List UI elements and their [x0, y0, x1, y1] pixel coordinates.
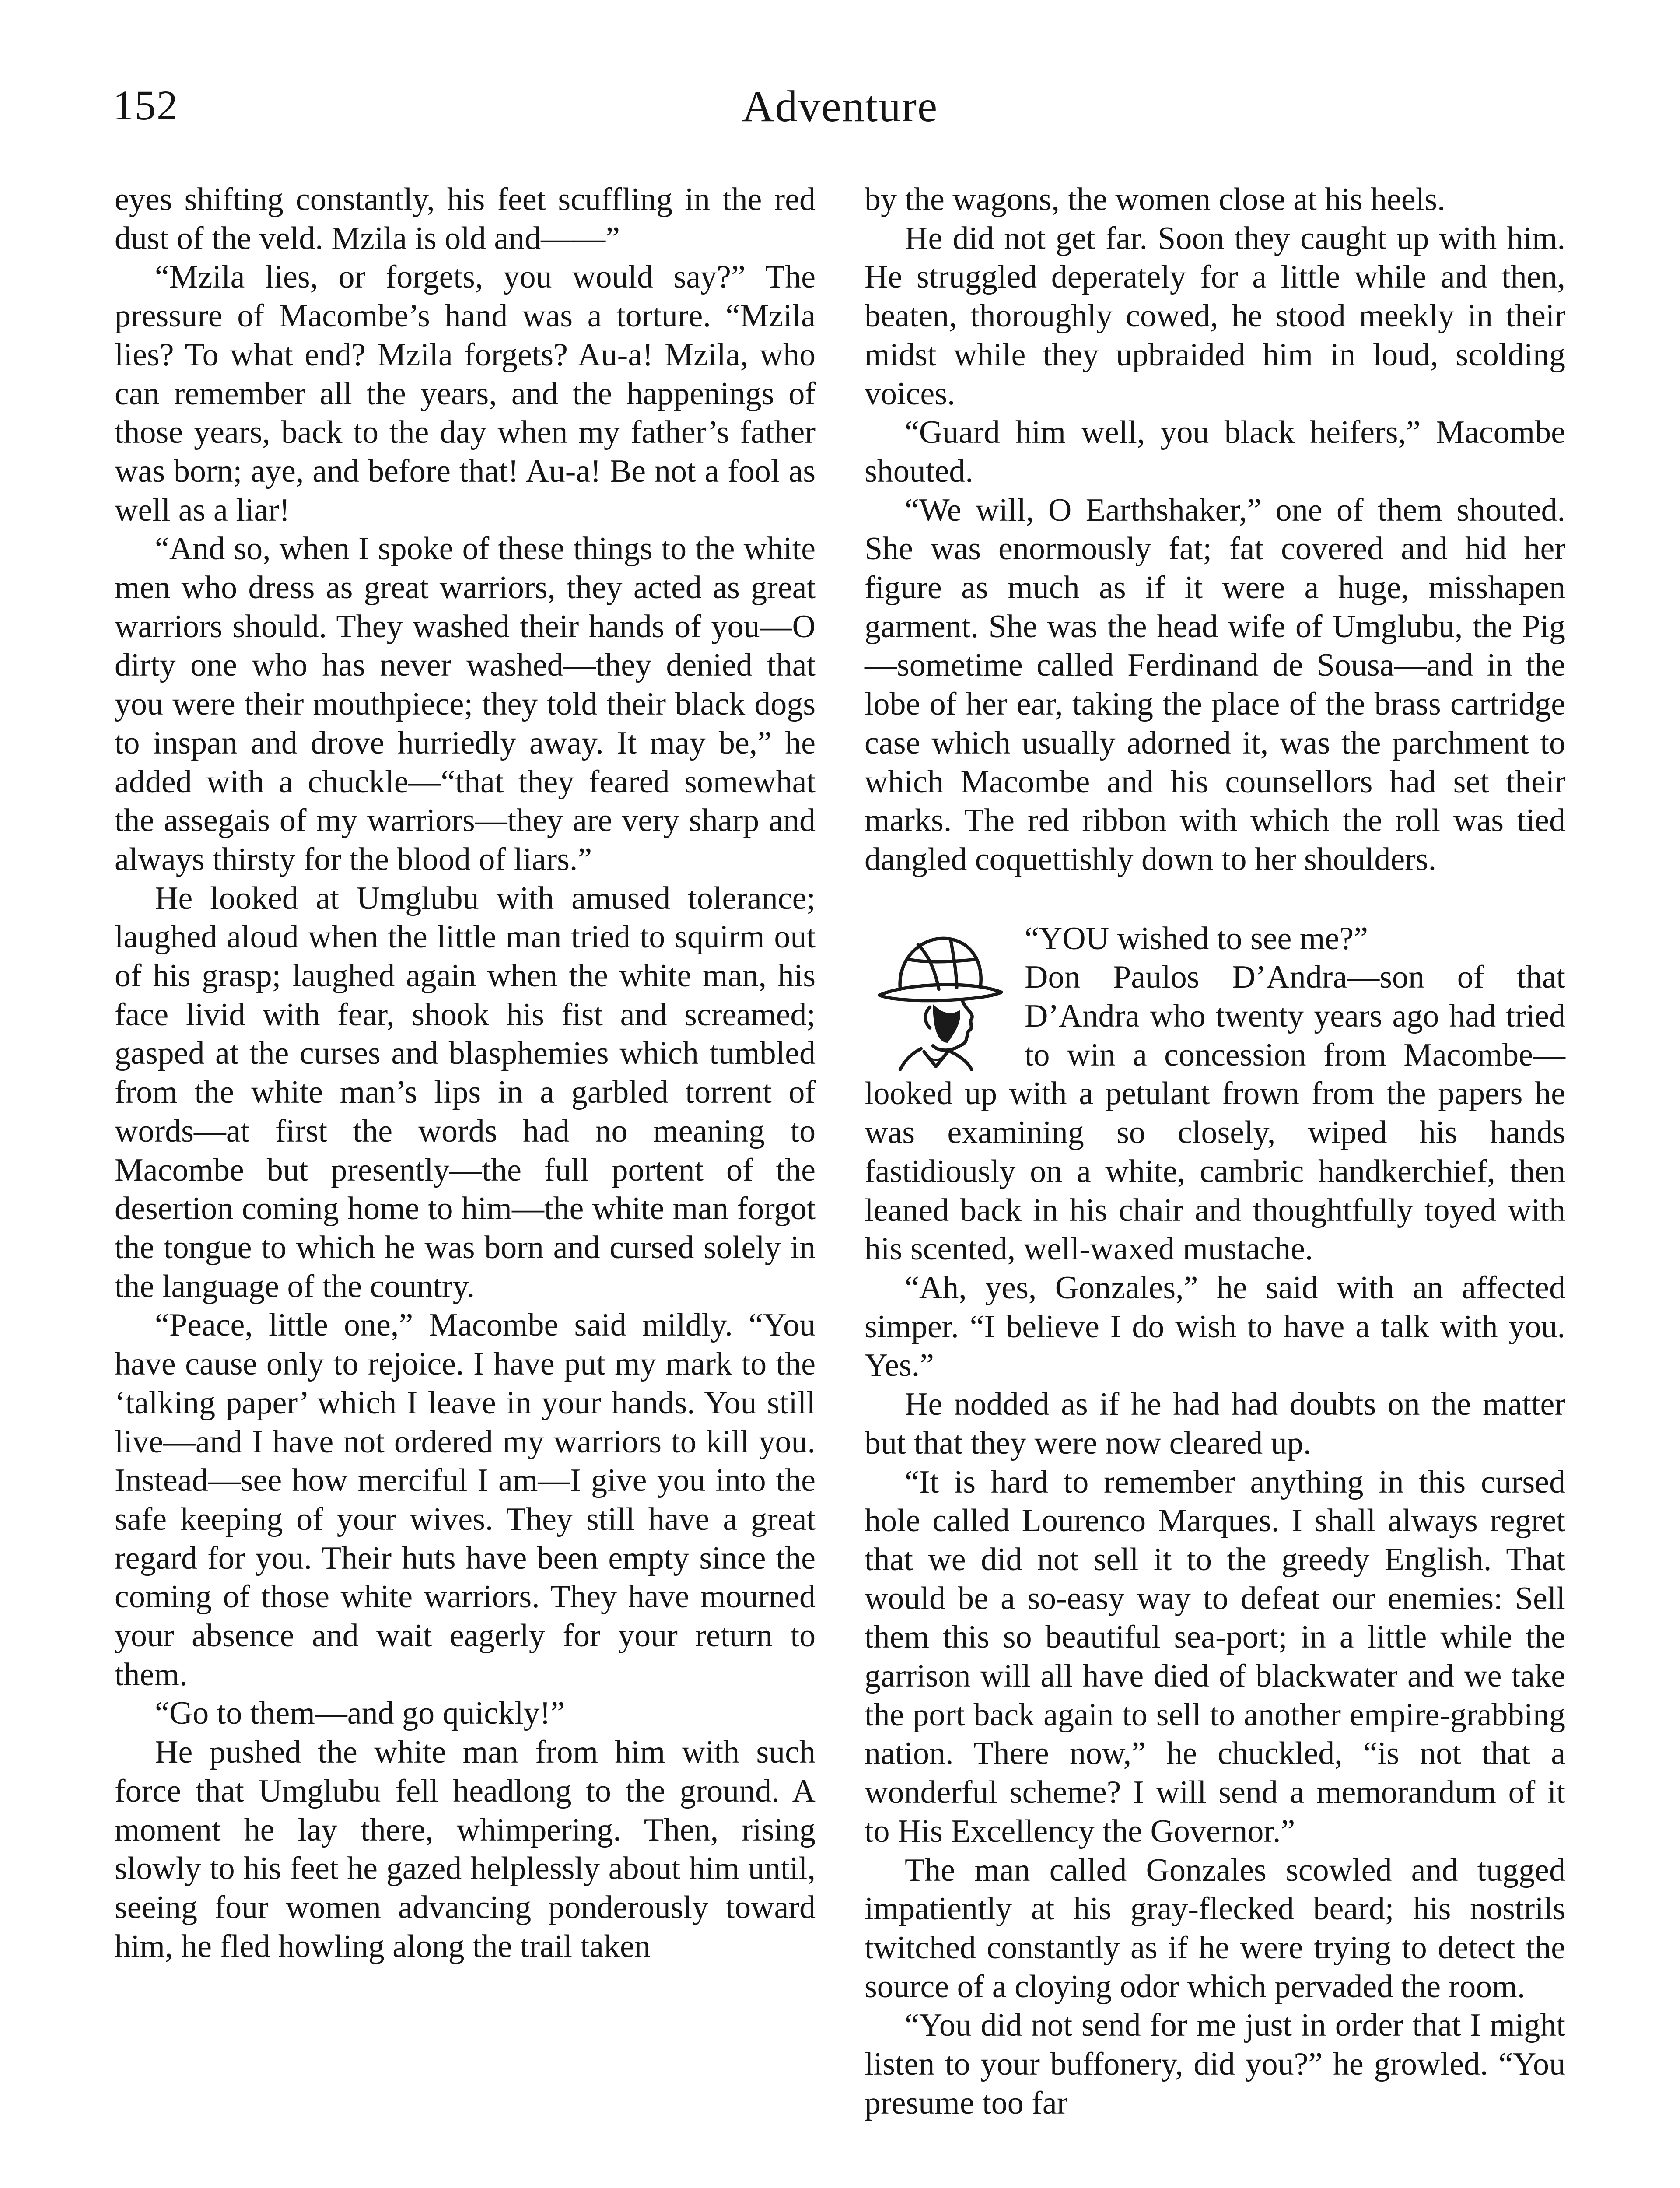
paragraph: He pushed the white man from him with such force that Umglubu fell headlong to the ground. A moment he lay there, whimpering. Then, rising slowly to his feet he gazed helplessly about him until, seeing four women advancing ponderously toward him, he fled howling along the trail taken [115, 1734, 816, 1964]
paragraph: “Mzila lies, or forgets, you would say?” The pressure of Macombe’s hand was a torture. “Mzila lies? To what end? Mzila forgets? Au-a! Mzila, who can remember all the years, and the happenings of those years, back to the day when my father’s father was born; aye, and before that! Au-a! Be not a fool as well as a liar! [115, 259, 816, 528]
running-head [0, 81, 1680, 142]
section-opening-line: “YOU wished to see me?” [1025, 920, 1368, 957]
paragraph: “Go to them—and go quickly!” [155, 1695, 565, 1732]
page-number: 152 [113, 82, 178, 129]
pith-helmet-man-icon [864, 924, 1013, 1073]
paragraph: by the wagons, the women close at his heels. [864, 182, 1446, 217]
paragraph: “We will, O Earthshaker,” one of them shouted. She was enormously fat; fat covered and hid her figure as much as if it were a huge, misshapen garment. She was the head wife of Umglubu, the Pig—sometime called Ferdinand de Sousa—and in the lobe of her ear, taking the place of the brass cartridge case which usually adorned it, was the parchment to which Macombe and his counsellors had set their marks. The red ribbon with which the roll was tied dangled coquettishly down to her shoulders. [864, 492, 1565, 877]
paragraph: The man called Gonzales scowled and tugged impatiently at his gray-flecked beard; his nostrils twitched constantly as if he were trying to detect the source of a cloying odor which pervaded the room. [864, 1852, 1565, 2005]
right-column [864, 180, 1565, 2122]
paragraph: He did not get far. Soon they caught up with him. He struggled deperately for a little while and then, beaten, thoroughly cowed, he stood meekly in their midst while they upbraided him in loud, scolding voices. [864, 220, 1565, 412]
paragraph: eyes shifting constantly, his feet scuffling in the red dust of the veld. Mzila is old and——” [115, 182, 816, 256]
section-break [864, 919, 1565, 1269]
paragraph: He looked at Umglubu with amused tolerance; laughed aloud when the little man tried to squirm out of his grasp; laughed again when the white man, his face livid with fear, shook his fist and screamed; gasped at the curses and blasphemies which tumbled from the white man’s lips in a garbled torrent of words—at first the words had no meaning to Macombe but presently—the full portent of the desertion coming home to him—the white man forgot the tongue to which he was born and cursed solely in the language of the country. [115, 880, 816, 1304]
paragraph: “And so, when I spoke of these things to the white men who dress as great warriors, they acted as great warriors should. They washed their hands of you—O dirty one who has never washed—they denied that you were their mouthpiece; they told their black dogs to inspan and drove hurriedly away. It may be,” he added with a chuckle—“that they feared somewhat the assegais of my warriors—they are very sharp and always thirsty for the blood of liars.” [115, 531, 816, 877]
paragraph: “Peace, little one,” Macombe said mildly. “You have cause only to rejoice. I have put my mark to the ‘talking paper’ which I leave in your hands. You still live—and I have not ordered my warriors to kill you. Instead—see how merciful I am—I give you into the safe keeping of your wives. They still have a great regard for you. Their huts have been empty since the coming of those white warriors. They have mourned your absence and wait eagerly for your return to them. [115, 1307, 816, 1693]
paragraph: “It is hard to remember anything in this cursed hole called Lourenco Marques. I shall always regret that we did not sell it to the greedy English. That would be a so-easy way to defeat our enemies: Sell them this so beautiful sea-port; in a little while the garrison will all have died of blackwater and we take the port back again to sell to another empire-grabbing nation. There now,” he chuckled, “is not that a wonderful scheme? I will send a memorandum of it to His Excellency the Governor.” [864, 1464, 1565, 1849]
magazine-title: Adventure [742, 82, 938, 131]
paragraph: He nodded as if he had had doubts on the matter but that they were now cleared up. [864, 1386, 1565, 1461]
paragraph: “Guard him well, you black heifers,” Macombe shouted. [864, 414, 1565, 489]
paragraph: Don Paulos D’Andra—son of that D’Andra who twenty years ago had tried to win a concession from Macombe—looked up with a petulant frown from the papers he was examining so closely, wiped his hands fastidiously on a white, cambric handkerchief, then leaned back in his chair and thoughtfully toyed with his scented, well-waxed mustache. [864, 959, 1565, 1267]
paragraph: “Ah, yes, Gonzales,” he said with an affected simper. “I believe I do wish to have a talk with you. Yes.” [864, 1269, 1565, 1384]
left-column [115, 180, 816, 1966]
paragraph: “You did not send for me just in order that I might listen to your buffonery, did you?” he growled. “You presume too far [864, 2007, 1565, 2121]
